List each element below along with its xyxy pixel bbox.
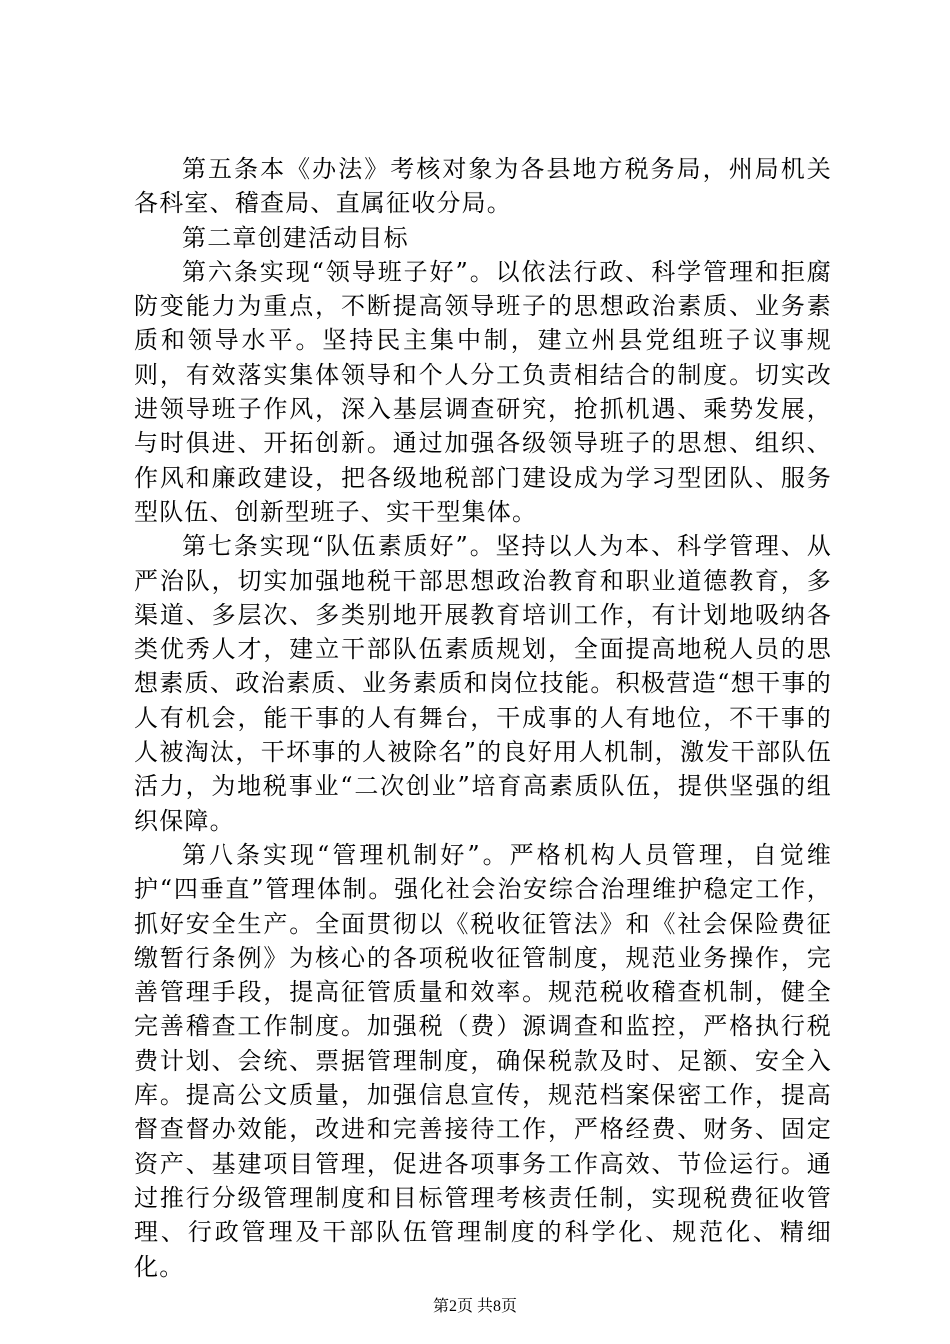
chapter-heading: 第二章创建活动目标 bbox=[182, 223, 409, 252]
paragraph-article-5: 第五条本《办法》考核对象为各县地方税务局，州局机关各科室、稽查局、直属征收分局。 bbox=[134, 155, 832, 218]
paragraph-article-6: 第六条实现“领导班子好”。以依法行政、科学管理和拒腐防变能力为重点，不断提高领导班子的思想政治素质、业务素质和领导水平。坚持民主集中制，建立州县党组班子议事规则，有效落实集体领导和个人分工负责相结合的制度。切实改进领导班子作风，深入基层调查研究，抢抓机遇、乘势发展，与时俱进、开拓创新。通过加强各级领导班子的思想、组织、作风和廉政建设，把各级地税部门建设成为学习型团队、服务型队伍、创新型班子、实干型集体。 bbox=[134, 257, 832, 526]
paragraph-article-8: 第八条实现“管理机制好”。严格机构人员管理，自觉维护“四垂直”管理体制。强化社会治安综合治理维护稳定工作，抓好安全生产。全面贯彻以《税收征管法》和《社会保险费征缴暂行条例》为核心的各项税收征管制度，规范业务操作，完善管理手段，提高征管质量和效率。规范税收稽查机制，健全完善稽查工作制度。加强税（费）源调查和监控，严格执行税费计划、会统、票据管理制度，确保税款及时、足额、安全入库。提高公文质量，加强信息宣传，规范档案保密工作，提高督查督办效能，改进和完善接待工作，严格经费、财务、固定资产、基建项目管理，促进各项事务工作高效、节俭运行。通过推行分级管理制度和目标管理考核责任制，实现税费征收管理、行政管理及干部队伍管理制度的科学化、规范化、精细化。 bbox=[134, 840, 832, 1281]
paragraph-article-7: 第七条实现“队伍素质好”。坚持以人为本、科学管理、从严治队，切实加强地税干部思想政治教育和职业道德教育，多渠道、多层次、多类别地开展教育培训工作，有计划地吸纳各类优秀人才，建立干部队伍素质规划，全面提高地税人员的思想素质、政治素质、业务素质和岗位技能。积极营造“想干事的人有机会，能干事的人有舞台，干成事的人有地位，不干事的人被淘汰，干坏事的人被除名”的良好用人机制，激发干部队伍活力，为地税事业“二次创业”培育高素质队伍，提供坚强的组织保障。 bbox=[134, 532, 832, 835]
page-footer: 第2页 共8页 bbox=[432, 1298, 517, 1315]
document-body bbox=[134, 152, 832, 1284]
